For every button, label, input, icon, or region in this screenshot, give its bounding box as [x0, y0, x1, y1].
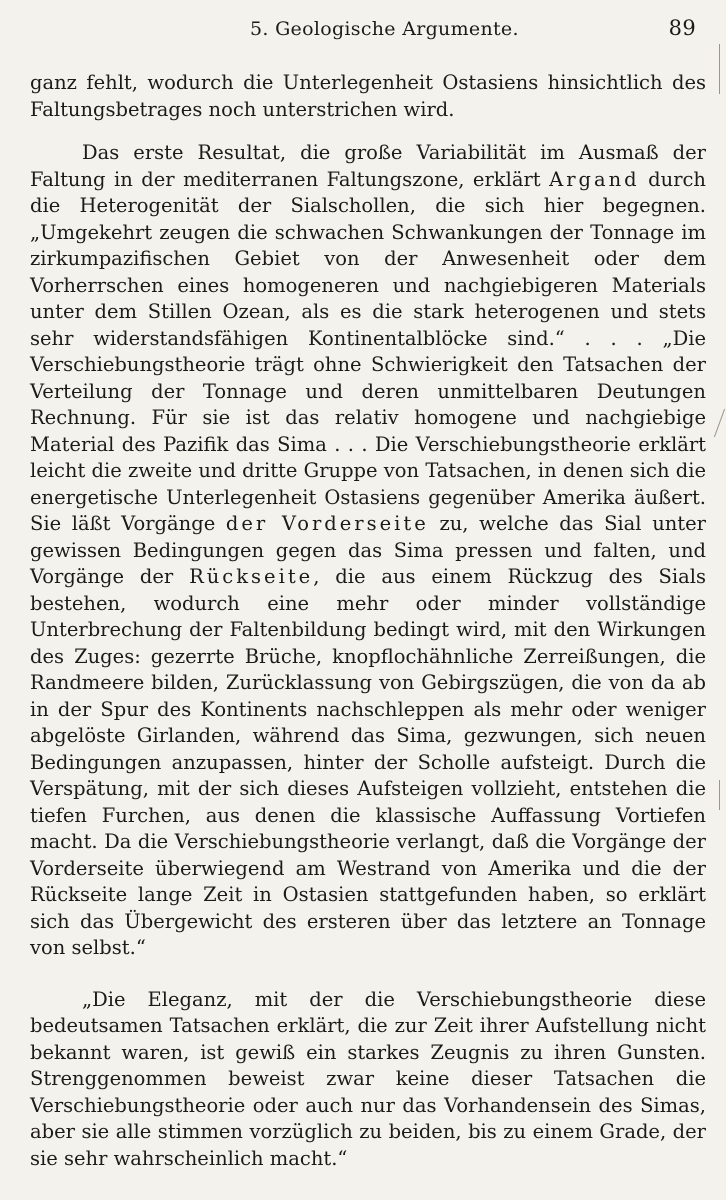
text-run: Das erste Resultat, die große Variabilität im Ausmaß der Faltung in der mediterranen Faltungszone, erklärt: [30, 141, 706, 191]
text-run: ganz fehlt, wodurch die Unterlegenheit Ostasiens hinsichtlich des Faltungsbetrages noch unterstrichen wird.: [30, 71, 706, 121]
page-edge-mark: [719, 780, 720, 810]
running-head: 5. Geologische Argumente.: [250, 18, 519, 40]
paragraph-elegance-quote: [30, 987, 706, 1173]
body-text: [30, 70, 706, 1172]
paragraph-argand-summary: [30, 140, 706, 962]
emphasized-text: der Vorderseite: [225, 512, 429, 535]
page-number: 89: [668, 16, 696, 40]
text-run: , die aus einem Rückzug des Sials bestehen, wodurch eine mehr oder minder vollständige Unterbrechung der Faltenbildung bedingt wird, mit den Wirkungen des Zuges: gezerrte Brüche, knopflochähnliche Zerreißungen, die Randmeere bilden, Zurücklassung von Gebirgszügen, die von da ab in der Spur des Kontinents nachschleppen als mehr oder weniger abgelöste Girlanden, während das Sima, gezwungen, sich neuen Bedingungen anzupassen, hinter der Scholle aufsteigt. Durch die Verspätung, mit der sich dieses Aufsteigen vollzieht, entstehen die tiefen Furchen, aus denen die klassische Auffassung Vortiefen macht. Da die Verschiebungstheorie verlangt, daß die Vorgänge der Vorderseite überwiegend am Westrand von Amerika und die der Rückseite lange Zeit in Ostasien stattgefunden haben, so erklärt sich das Übergewicht des ersteren über das letztere an Tonnage von selbst.“: [30, 565, 706, 959]
emphasized-text: Argand: [549, 167, 640, 191]
emphasized-text: Rückseite: [189, 565, 314, 588]
text-run: zu, welche das Sial unter gewissen Bedingungen gegen das Sima pressen und falten, und Vorgänge der: [30, 512, 707, 588]
book-page: [30, 16, 706, 1172]
paragraph-continuation: [30, 70, 706, 123]
text-run: „Die Eleganz, mit der die Verschiebungstheorie diese bedeutsamen Tatsachen erklärt, die zur Zeit ihrer Aufstellung nicht bekannt waren, ist gewiß ein starkes Zeugnis zu ihren Gunsten. Strenggenommen beweist zwar keine dieser Tatsachen die Verschiebungstheorie oder auch nur das Vorhandensein des Simas, aber sie alle stimmen vorzüglich zu beiden, bis zu einem Grade, der sie sehr wahrscheinlich macht.“: [30, 987, 706, 1170]
page-edge-mark: [719, 44, 720, 94]
text-run: durch die Heterogenität der Sialschollen, die sich hier begegnen. „Umgekehrt zeugen die schwachen Schwankungen der Tonnage im zirkumpazifischen Gebiet von der Anwesenheit oder dem Vorherrschen eines homogeneren und nachgiebigeren Materials unter dem Stillen Ozean, als es die stark heterogenen und stets sehr widerstandsfähigen Kontinentalblöcke sind.“ . . . „Die Verschiebungstheorie trägt ohne Schwierigkeit den Tatsachen der Verteilung der Tonnage und deren unmittelbaren Deutungen Rechnung. Für sie ist das relativ homogene und nachgiebige Material des Pazifik das Sima . . . Die Verschiebungstheorie erklärt leicht die zweite und dritte Gruppe von Tatsachen, in denen sich die energetische Unterlegenheit Ostasiens gegenüber Amerika äußert. Sie läßt Vorgänge: [30, 167, 706, 535]
page-edge-mark: [714, 409, 725, 438]
page-header: [30, 16, 706, 46]
